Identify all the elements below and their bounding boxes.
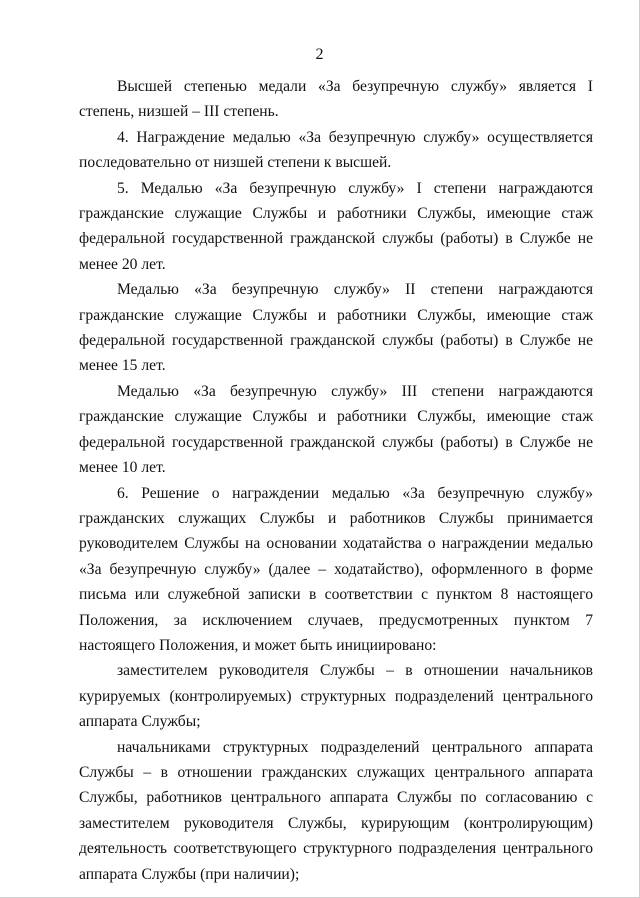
paragraph-item-6: 6. Решение о награждении медалью «За безупречную службу» гражданских служащих Службы и работников Службы принимается руководителем Службы на основании ходатайства о награждении медалью «За безупречную службу» (далее – ходатайство), оформленного в форме письма или служебной записки в соответствии с пунктом 8 настоящего Положения, за исключением случаев, предусмотренных пунктом 7 настоящего Положения, и может быть инициировано: xyxy=(79,484,593,654)
document-body xyxy=(79,74,593,887)
paragraph-item-4: 4. Награждение медалью «За безупречную службу» осуществляется последовательно от низшей степени к высшей. xyxy=(79,128,593,172)
page-number: 2 xyxy=(315,46,324,63)
paragraph-item-5-degree-1: 5. Медалью «За безупречную службу» I степени награждаются гражданские служащие Службы и работники Службы, имеющие стаж федеральной государственной гражданской службы (работы) в Службе не менее 20 лет. xyxy=(79,179,593,273)
paragraph-department-heads: начальниками структурных подразделений центрального аппарата Службы – в отношении гражданских служащих центрального аппарата Службы, работников центрального аппарата Службы по согласованию с заместителем руководителя Службы, курирующим (контролирующим) деятельность соответствующего структурного подразделения центрального аппарата Службы (при наличии); xyxy=(79,738,593,883)
paragraph-medal-degrees: Высшей степенью медали «За безупречную службу» является I степень, низшей – III степень. xyxy=(79,78,593,121)
paragraph-degree-2: Медалью «За безупречную службу» II степени награждаются гражданские служащие Службы и работники Службы, имеющие стаж федеральной государственной гражданской службы (работы) в Службе не менее 15 лет. xyxy=(79,281,593,375)
paragraph-deputy-head: заместителем руководителя Службы – в отношении начальников курируемых (контролируемых) структурных подразделений центрального аппарата Службы; xyxy=(79,662,593,731)
paragraph-degree-3: Медалью «За безупречную службу» III степени награждаются гражданские служащие Службы и работники Службы, имеющие стаж федеральной государственной гражданской службы (работы) в Службе не менее 10 лет. xyxy=(79,382,593,477)
